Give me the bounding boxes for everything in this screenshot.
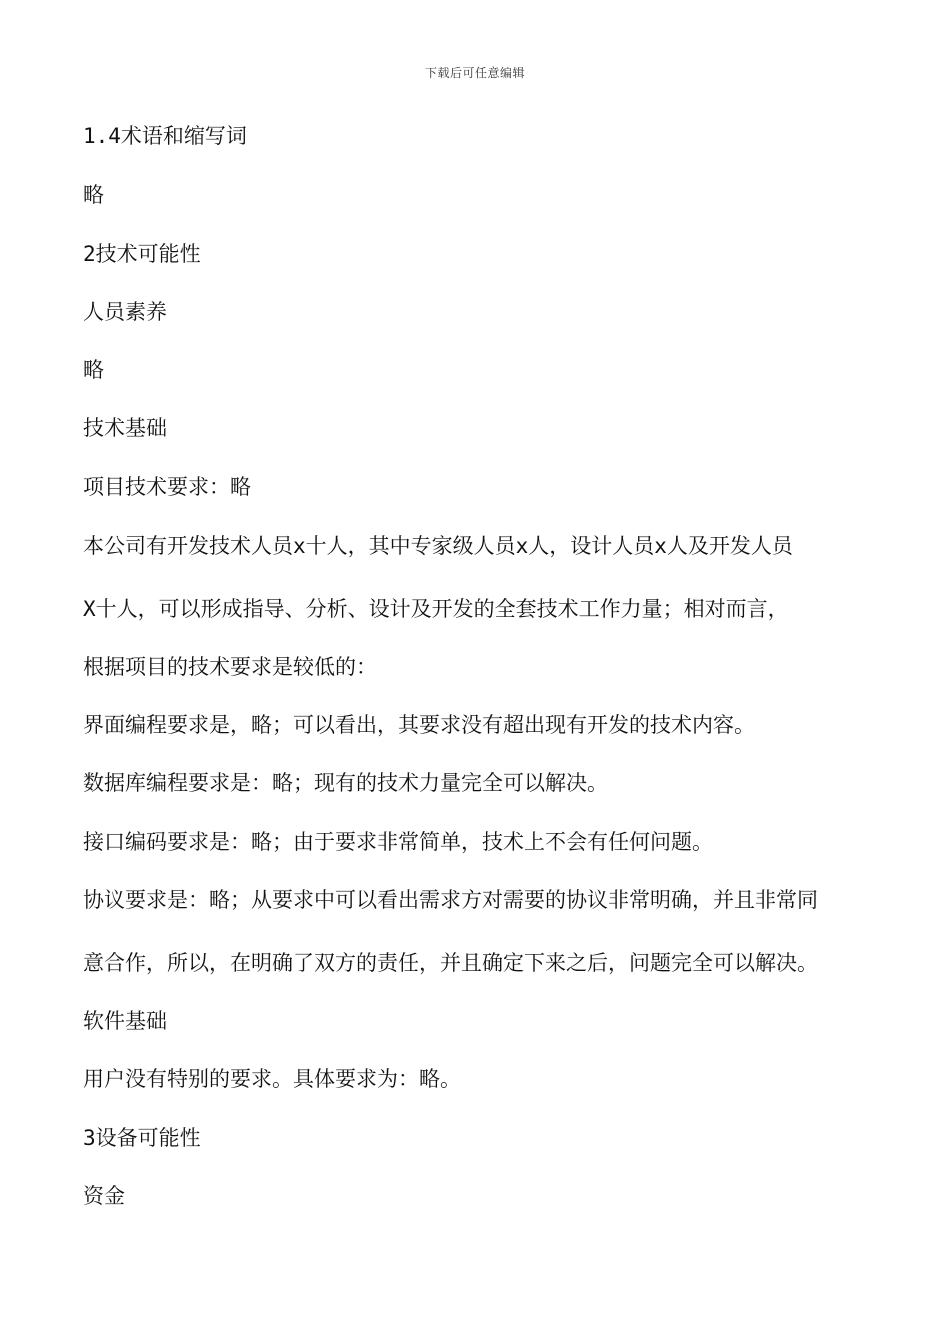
section-heading-equipment-feasibility: 3设备可能性 [83,1126,201,1150]
body-text: 略 [83,183,104,207]
body-text: 接口编码要求是：略；由于要求非常简单，技术上不会有任何问题。 [83,830,713,854]
body-text: 协议要求是：略；从要求中可以看出需求方对需要的协议非常明确，并且非常同 [83,888,818,912]
body-text: 用户没有特别的要求。具体要求为：略。 [83,1067,461,1091]
subsection-heading-staff: 人员素养 [83,300,167,324]
body-text: 项目技术要求：略 [83,475,251,499]
body-text: 根据项目的技术要求是较低的： [83,655,377,679]
page-header: 下载后可任意编辑 [424,66,525,80]
body-text: 数据库编程要求是：略；现有的技术力量完全可以解决。 [83,771,608,795]
body-text: X十人，可以形成指导、分析、设计及开发的全套技术工作力量；相对而言， [83,597,789,621]
body-text: 略 [83,358,104,382]
body-text: 界面编程要求是，略；可以看出，其要求没有超出现有开发的技术内容。 [83,713,755,737]
subsection-heading-tech-base: 技术基础 [83,416,167,440]
body-text: 本公司有开发技术人员x十人，其中专家级人员x人，设计人员x人及开发人员 [83,534,793,558]
subsection-heading-funds: 资金 [83,1184,125,1208]
subsection-heading-software-base: 软件基础 [83,1009,167,1033]
body-text: 意合作，所以，在明确了双方的责任，并且确定下来之后，问题完全可以解决。 [83,951,818,975]
section-heading-tech-feasibility: 2技术可能性 [83,242,201,266]
section-heading-terms: 1.4术语和缩写词 [83,124,247,148]
